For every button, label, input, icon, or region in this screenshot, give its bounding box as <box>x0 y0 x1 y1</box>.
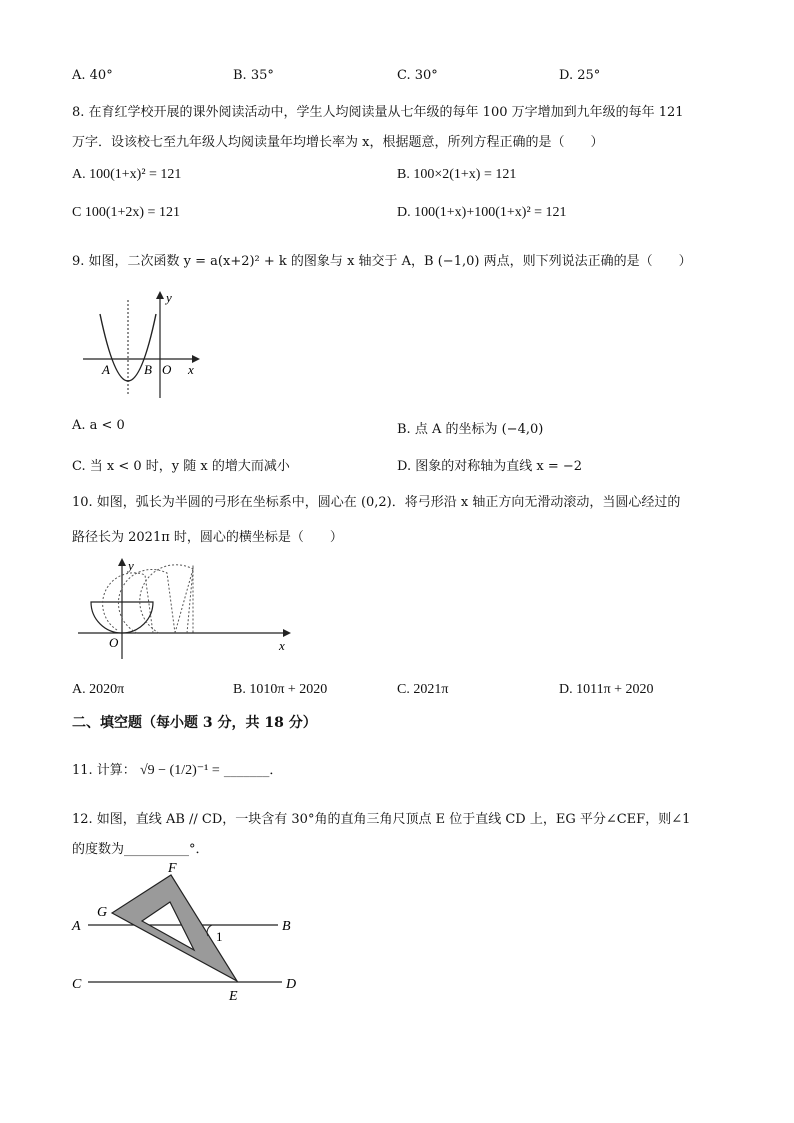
q12-label-f: F <box>168 861 177 876</box>
q9-label-o: O <box>162 362 172 377</box>
q12-triangle-figure <box>64 858 314 1008</box>
q8-stem-line1: 8. 在育红学校开展的课外阅读活动中，学生人均阅读量从七年级的每年 100 万字增加到九年级的每年 121 <box>72 105 684 120</box>
q11-blank: _______ <box>223 763 270 778</box>
q12-label-d: D <box>286 977 297 992</box>
q9-y-arrow <box>156 291 164 299</box>
q10-rolling-figure <box>75 555 300 665</box>
q10-option-d: D. 1011π + 2020 <box>559 682 654 697</box>
q7-option-d: D. 25° <box>559 68 601 83</box>
q10-rolled-segment-3 <box>140 565 193 633</box>
q9-label-y: y <box>166 290 172 305</box>
q8-option-a: A. 100(1+x)² = 121 <box>72 167 182 182</box>
q12-stem-line2: 的度数为__________°． <box>72 842 209 857</box>
q10-option-a: A. 2020π <box>72 682 125 697</box>
q11-prefix: 11. 计算： <box>72 763 136 778</box>
q12-label-g: G <box>97 905 108 920</box>
q8-stem-line2: 万字．设该校七至九年级人均阅读量年均增长率为 x，根据题意，所列方程正确的是（ ） <box>72 135 604 150</box>
q10-label-o: O <box>109 635 119 650</box>
q12-label-a: A <box>72 919 81 934</box>
q11-expression: √9 − (1/2)⁻¹ = <box>139 763 220 778</box>
q12-label-b: B <box>282 919 291 934</box>
q11-tail: ． <box>269 763 283 778</box>
q10-rolled-segment-2 <box>118 569 175 633</box>
q10-y-arrow <box>118 558 126 566</box>
q12-stem-line1: 12. 如图，直线 AB // CD，一块含有 30°角的直角三角尺顶点 E 位于直线 CD 上，EG 平分∠CEF，则∠1 <box>72 812 691 827</box>
q10-rolled-segment-4 <box>175 565 193 633</box>
q10-x-arrow <box>283 629 291 637</box>
q12-label-e: E <box>229 989 238 1004</box>
q9-stem: 9. 如图，二次函数 y = a(x+2)² + k 的图象与 x 轴交于 A，B (−1,0) 两点，则下列说法正确的是（ ） <box>72 254 692 269</box>
q12-set-square <box>112 875 237 981</box>
section-title-fill-in: 二、填空题（每小题 3 分，共 18 分） <box>72 715 317 731</box>
q7-option-b: B. 35° <box>233 68 274 83</box>
q9-label-b: B <box>144 362 152 377</box>
q9-option-a: A. a < 0 <box>72 418 125 433</box>
q9-label-a: A <box>102 362 110 377</box>
q7-option-c: C. 30° <box>397 68 438 83</box>
q10-label-y: y <box>128 558 134 573</box>
q10-label-x: x <box>279 638 285 653</box>
q10-option-c: C. 2021π <box>397 682 449 697</box>
q10-option-b: B. 1010π + 2020 <box>233 682 328 697</box>
q10-stem-line2: 路径长为 2021π 时，圆心的横坐标是（ ） <box>72 530 343 545</box>
q9-option-c: C. 当 x < 0 时，y 随 x 的增大而减小 <box>72 459 290 474</box>
q12-angle-1-arc <box>207 925 212 936</box>
q7-option-a: A. 40° <box>72 68 113 83</box>
q9-label-x: x <box>188 362 194 377</box>
q10-rolled-segment-1 <box>103 573 153 633</box>
q9-parabola-figure <box>78 288 208 403</box>
q9-option-b: B. 点 A 的坐标为 (−4,0) <box>397 422 544 437</box>
q12-label-angle-1: 1 <box>216 929 223 944</box>
q9-option-d: D. 图象的对称轴为直线 x = −2 <box>397 459 583 474</box>
q11-question <box>72 759 282 779</box>
q10-stem-line1: 10. 如图，弧长为半圆的弓形在坐标系中，圆心在 (0,2)．将弓形沿 x 轴正方向无滑动滚动，当圆心经过的 <box>72 495 681 510</box>
q8-option-c: C 100(1+2x) = 121 <box>72 205 180 220</box>
q12-label-c: C <box>72 977 82 992</box>
q8-option-d: D. 100(1+x)+100(1+x)² = 121 <box>397 205 567 220</box>
q8-option-b: B. 100×2(1+x) = 121 <box>397 167 517 182</box>
